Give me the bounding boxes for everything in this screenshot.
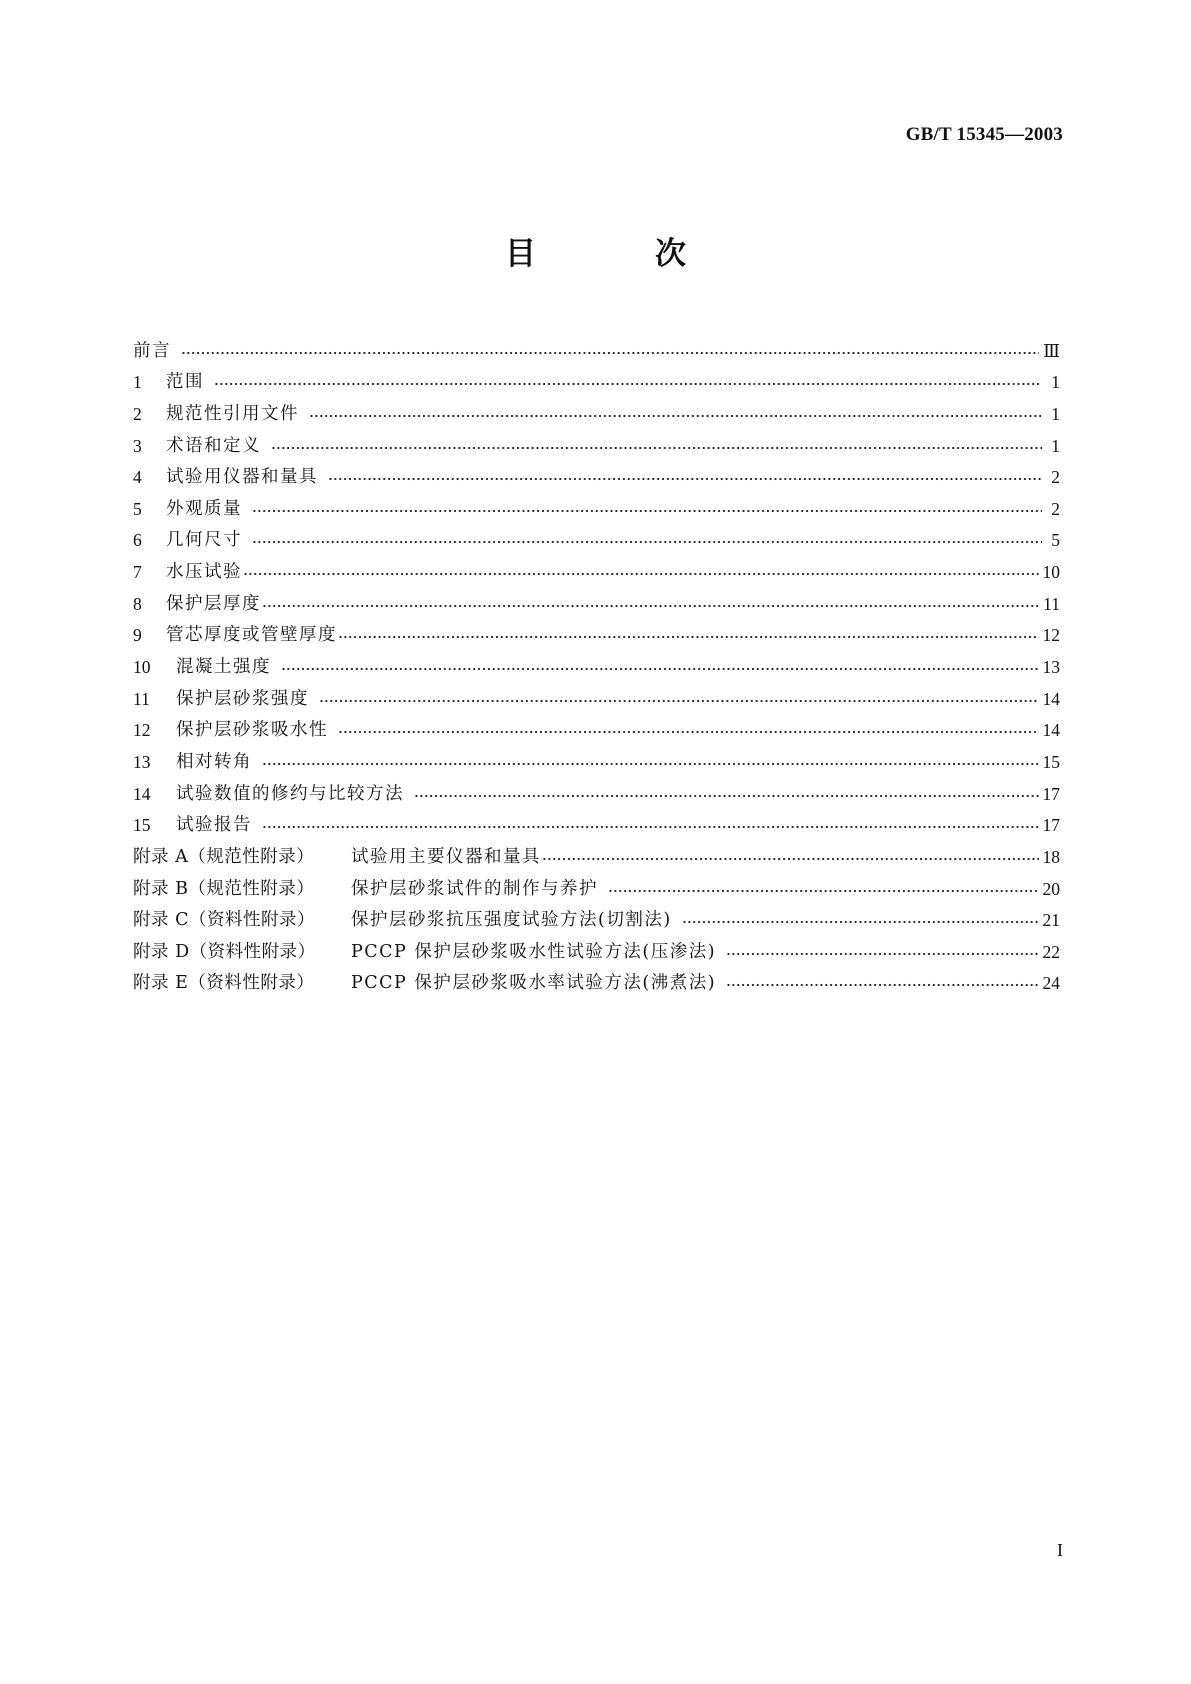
toc-leader-dots bbox=[181, 349, 1039, 357]
toc-entry-number: 12 bbox=[133, 720, 151, 741]
toc-entry-page: 17 bbox=[1042, 783, 1060, 804]
toc-leader-dots bbox=[338, 728, 1039, 736]
toc-leader-dots bbox=[271, 444, 1042, 452]
toc-entry-page: 1 bbox=[1051, 435, 1060, 456]
toc-entry-number: 2 bbox=[133, 403, 142, 424]
toc-entry-label: 相对转角 bbox=[176, 751, 252, 772]
toc-entry-page: 1 bbox=[1051, 403, 1060, 424]
toc-entry-page: 13 bbox=[1042, 657, 1060, 678]
toc-entry-label: PCCP 保护层砂浆吸水性试验方法(压渗法) bbox=[351, 941, 717, 962]
toc-entry-label: 试验报告 bbox=[176, 815, 252, 836]
toc-entry-number: 11 bbox=[133, 688, 150, 709]
toc-leader-dots bbox=[726, 981, 1038, 989]
page-title: 目 次 bbox=[505, 236, 730, 272]
toc-entry-label: 试验用仪器和量具 bbox=[166, 467, 318, 488]
toc-entry-page: 22 bbox=[1042, 941, 1060, 962]
toc-appendix-prefix: 附录 B（规范性附录） bbox=[133, 878, 315, 899]
toc-entry-label: 前言 bbox=[133, 340, 171, 361]
standard-code: GB/T 15345—2003 bbox=[905, 124, 1063, 145]
toc-entry-page: 2 bbox=[1051, 498, 1060, 519]
toc-leader-dots bbox=[338, 633, 1039, 641]
toc-leader-dots bbox=[262, 760, 1039, 768]
toc-entry-page: 21 bbox=[1042, 910, 1060, 931]
toc-entry-label: 范围 bbox=[166, 372, 204, 393]
toc-entry-number: 6 bbox=[133, 530, 142, 551]
toc-entry-label: 试验用主要仪器和量具 bbox=[351, 846, 541, 867]
toc-entry-page: 11 bbox=[1043, 593, 1060, 614]
toc-entry-2[interactable] bbox=[133, 393, 1060, 425]
toc-entry-page: 2 bbox=[1051, 467, 1060, 488]
toc-entry-11[interactable] bbox=[133, 678, 1060, 710]
toc-entry-page: 24 bbox=[1042, 973, 1060, 994]
toc-entry-number: 10 bbox=[133, 657, 151, 678]
toc-entry-4[interactable] bbox=[133, 457, 1060, 489]
toc-entry-3[interactable] bbox=[133, 425, 1060, 457]
toc-entry-number: 15 bbox=[133, 815, 151, 836]
toc-entry-appendix-c[interactable] bbox=[133, 900, 1060, 932]
toc-leader-dots bbox=[414, 792, 1039, 800]
toc-leader-dots bbox=[252, 538, 1042, 546]
toc-entry-number: 8 bbox=[133, 593, 142, 614]
toc-leader-dots bbox=[243, 570, 1039, 578]
toc-entry-6[interactable] bbox=[133, 520, 1060, 552]
page-number: I bbox=[1057, 1540, 1063, 1560]
toc-leader-dots bbox=[726, 950, 1038, 958]
toc-entry-label: 几何尺寸 bbox=[166, 530, 242, 551]
toc-entry-page: Ⅲ bbox=[1043, 340, 1060, 361]
toc-entry-10[interactable] bbox=[133, 646, 1060, 678]
toc-entry-page: 10 bbox=[1042, 562, 1060, 583]
toc-leader-dots bbox=[262, 602, 1039, 610]
toc-entry-number: 14 bbox=[133, 783, 151, 804]
toc-entry-label: 保护层砂浆试件的制作与养护 bbox=[351, 878, 598, 899]
toc-entry-page: 14 bbox=[1042, 720, 1060, 741]
toc-entry-13[interactable] bbox=[133, 741, 1060, 773]
toc-leader-dots bbox=[319, 697, 1039, 705]
toc-appendix-prefix: 附录 C（资料性附录） bbox=[133, 910, 315, 931]
toc-entry-label: 规范性引用文件 bbox=[166, 403, 299, 424]
toc-entry-label: 水压试验 bbox=[166, 562, 242, 583]
toc-entry-page: 1 bbox=[1051, 372, 1060, 393]
toc-entry-12[interactable] bbox=[133, 710, 1060, 742]
toc-entry-page: 20 bbox=[1042, 878, 1060, 899]
toc-leader-dots bbox=[214, 380, 1042, 388]
toc-entry-label: PCCP 保护层砂浆吸水率试验方法(沸煮法) bbox=[351, 973, 717, 994]
toc-entry-number: 3 bbox=[133, 435, 142, 456]
toc-entry-appendix-d[interactable] bbox=[133, 931, 1060, 963]
toc-entry-appendix-a[interactable] bbox=[133, 836, 1060, 868]
toc-entry-label: 术语和定义 bbox=[166, 435, 261, 456]
toc-leader-dots bbox=[542, 855, 1039, 863]
toc-entry-page: 14 bbox=[1042, 688, 1060, 709]
toc-entry-label: 试验数值的修约与比较方法 bbox=[176, 783, 404, 804]
toc-entry-number: 4 bbox=[133, 467, 142, 488]
toc-entry-number: 7 bbox=[133, 562, 142, 583]
toc-entry-label: 保护层厚度 bbox=[166, 593, 261, 614]
toc-entry-label: 保护层砂浆强度 bbox=[176, 688, 309, 709]
toc-entry-15[interactable] bbox=[133, 805, 1060, 837]
toc-entry-page: 12 bbox=[1042, 625, 1060, 646]
toc-entry-label: 保护层砂浆吸水性 bbox=[176, 720, 328, 741]
toc-leader-dots bbox=[281, 665, 1039, 673]
toc-leader-dots bbox=[262, 823, 1039, 831]
toc-leader-dots bbox=[252, 507, 1042, 515]
toc-entry-label: 混凝土强度 bbox=[176, 657, 271, 678]
toc-entry-number: 9 bbox=[133, 625, 142, 646]
toc-appendix-prefix: 附录 A（规范性附录） bbox=[133, 846, 315, 867]
toc-entry-number: 1 bbox=[133, 372, 142, 393]
toc-entry-9[interactable] bbox=[133, 615, 1060, 647]
toc-entry-page: 15 bbox=[1042, 751, 1060, 772]
toc-entry-number: 13 bbox=[133, 751, 151, 772]
toc-entry-appendix-b[interactable] bbox=[133, 868, 1060, 900]
toc-entry-page: 17 bbox=[1042, 815, 1060, 836]
toc-leader-dots bbox=[309, 412, 1042, 420]
toc-leader-dots bbox=[328, 475, 1042, 483]
toc-entry-foreword[interactable] bbox=[133, 330, 1060, 362]
toc-entry-label: 管芯厚度或管壁厚度 bbox=[166, 625, 337, 646]
toc-appendix-prefix: 附录 E（资料性附录） bbox=[133, 973, 315, 994]
toc-entry-7[interactable] bbox=[133, 551, 1060, 583]
toc-leader-dots bbox=[608, 887, 1039, 895]
toc-entry-page: 18 bbox=[1042, 846, 1060, 867]
toc-leader-dots bbox=[682, 918, 1039, 926]
toc-entry-page: 5 bbox=[1051, 530, 1060, 551]
toc-entry-label: 保护层砂浆抗压强度试验方法(切割法) bbox=[351, 910, 672, 931]
toc-entry-14[interactable] bbox=[133, 773, 1060, 805]
toc-entry-label: 外观质量 bbox=[166, 498, 242, 519]
toc-entry-5[interactable] bbox=[133, 488, 1060, 520]
toc-appendix-prefix: 附录 D（资料性附录） bbox=[133, 941, 316, 962]
table-of-contents bbox=[133, 330, 1060, 994]
toc-entry-1[interactable] bbox=[133, 362, 1060, 394]
toc-entry-appendix-e[interactable] bbox=[133, 963, 1060, 995]
toc-entry-number: 5 bbox=[133, 498, 142, 519]
toc-entry-8[interactable] bbox=[133, 583, 1060, 615]
